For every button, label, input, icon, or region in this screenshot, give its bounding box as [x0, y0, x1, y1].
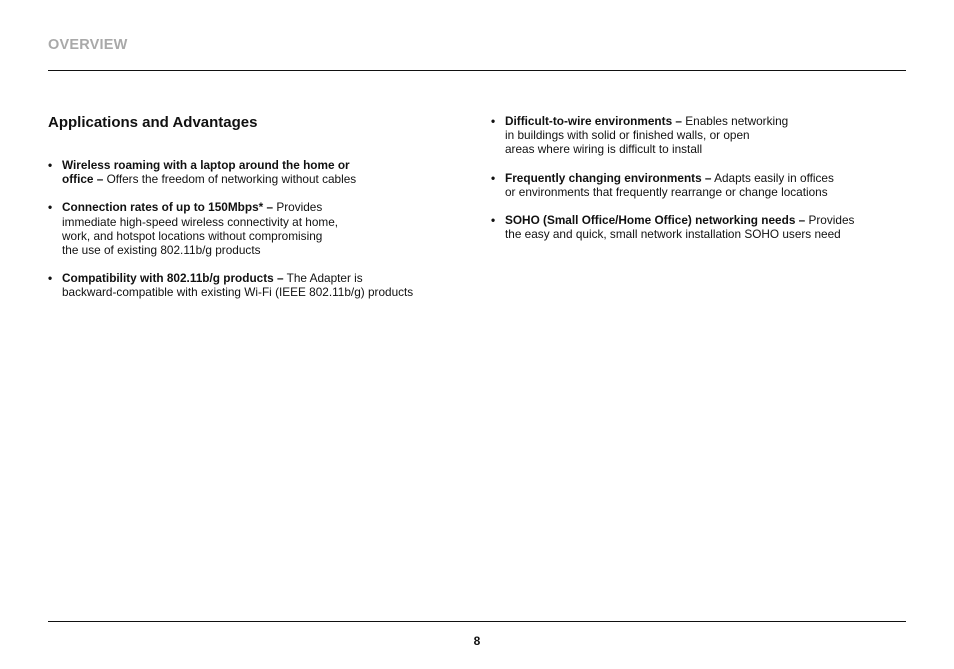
- bullet-icon: •: [48, 200, 53, 215]
- list-item-bold-text: Connection rates of up to 150Mbps* –: [62, 200, 274, 215]
- list-item: [48, 271, 468, 299]
- list-item-bold-text: office –: [62, 172, 104, 187]
- list-item-text: Provides: [805, 213, 855, 228]
- list-item-text: Offers the freedom of networking without cables: [103, 172, 357, 187]
- bullet-icon: •: [491, 114, 496, 128]
- list-item-text: immediate high-speed wireless connectivity at home,: [62, 214, 339, 229]
- list-item-bold-text: Wireless roaming with a laptop around the home or: [62, 158, 350, 172]
- list-item: [491, 171, 911, 199]
- bullet-icon: •: [491, 213, 496, 228]
- list-item-bold-text: Difficult-to-wire environments –: [505, 114, 682, 128]
- list-item: [491, 213, 911, 241]
- list-item-bold-text: Frequently changing environments –: [505, 170, 712, 185]
- list-item-text: The Adapter is: [283, 271, 363, 286]
- list-item-text: Provides: [273, 200, 323, 215]
- right-bullet-list: [491, 114, 911, 255]
- list-item-line: [62, 285, 468, 299]
- page-number: 8: [473, 634, 481, 648]
- list-item-bold-text: SOHO (Small Office/Home Office) networking needs –: [505, 213, 806, 228]
- list-item-text: the use of existing 802.11b/g products: [62, 243, 261, 258]
- list-item-text: work, and hotspot locations without compromising: [62, 228, 323, 243]
- list-item-line: [62, 158, 468, 172]
- list-item: [48, 200, 468, 257]
- footer-rule: [48, 621, 906, 622]
- left-bullet-list: [48, 158, 468, 314]
- list-item-line: [62, 243, 468, 257]
- list-item-text: backward-compatible with existing Wi-Fi (IEEE 802.11b/g) products: [62, 285, 414, 300]
- bullet-icon: •: [491, 170, 496, 185]
- list-item-text: in buildings with solid or finished walls, or open: [505, 128, 750, 143]
- list-item: [48, 158, 468, 186]
- section-label: OVERVIEW: [48, 37, 128, 53]
- list-item: [491, 114, 911, 157]
- list-item-text: the easy and quick, small network installation SOHO users need: [505, 227, 841, 242]
- bullet-icon: •: [48, 271, 53, 286]
- list-item-line: [62, 229, 468, 243]
- list-item-line: [505, 114, 911, 128]
- list-item-bold-text: Compatibility with 802.11b/g products –: [62, 271, 284, 286]
- section-heading: Applications and Advantages: [48, 114, 258, 131]
- list-item-line: [62, 200, 468, 214]
- list-item-text: areas where wiring is difficult to install: [505, 142, 703, 157]
- list-item-line: [505, 142, 911, 156]
- list-item-line: [505, 213, 911, 227]
- list-item-line: [62, 215, 468, 229]
- list-item-line: [505, 185, 911, 199]
- list-item-line: [62, 271, 468, 285]
- bullet-icon: •: [48, 158, 53, 172]
- list-item-text: Enables networking: [681, 114, 789, 128]
- list-item-text: or environments that frequently rearrange or change locations: [505, 184, 828, 199]
- list-item-line: [62, 172, 468, 186]
- list-item-line: [505, 227, 911, 241]
- header-rule: [48, 70, 906, 71]
- list-item-line: [505, 128, 911, 142]
- list-item-line: [505, 171, 911, 185]
- list-item-text: Adapts easily in offices: [711, 170, 834, 185]
